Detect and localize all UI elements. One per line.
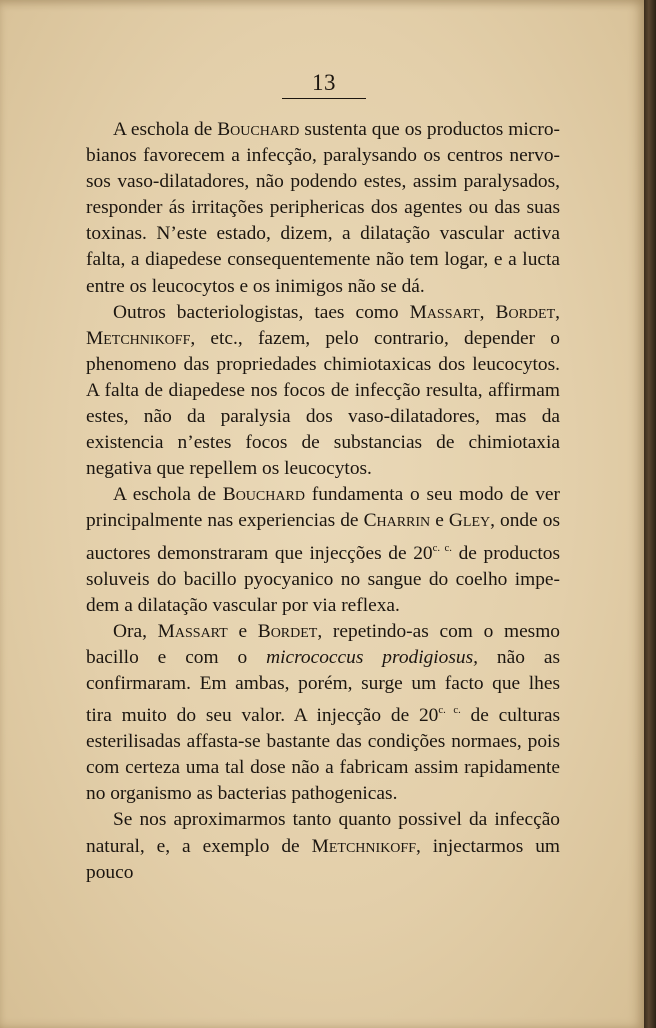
- author-name: Charrin: [363, 510, 431, 532]
- unit-superscript: c. c.: [432, 541, 452, 554]
- text-run: , etc., fazem, pelo contrario, depender o phenomeno das propriedades chimiotaxicas dos leucocytos. A falta de diapedese nos focos de infecção resulta, affirmam estes, não da paralysia dos vaso-dilatadores, mas da existencia n’estes focos de substancias de chimiotaxia negativa que repellem os leucocytos.: [86, 327, 560, 480]
- text-run: fundamenta o seu modo de ver principalmente nas experiencias de: [86, 484, 561, 532]
- text-run: de productos soluveis do bacillo pyocyanico no sangue do coelho impedem a dilatação vascular por via reflexa.: [86, 542, 560, 616]
- text-run: ,: [479, 301, 496, 323]
- paragraph: [86, 300, 560, 483]
- paragraph: [86, 807, 560, 885]
- page-edge: [644, 0, 656, 1028]
- species-name: micrococcus prodigiosus,: [266, 646, 479, 668]
- text-run: A eschola de: [113, 484, 223, 506]
- author-name: Metchnikoff: [311, 835, 416, 857]
- page-number: 13: [312, 70, 336, 95]
- author-name: Bordet: [495, 301, 556, 323]
- author-name: Bouchard: [217, 119, 300, 140]
- paragraph: [86, 482, 560, 618]
- text-run: de culturas esterilisadas affasta-se bastante das condições normaes, pois com certeza uma tal dose não a fabricam assim rapidamente no organismo as bacterias pathogenicas.: [86, 705, 560, 805]
- text-run: , repetindo-as com o mesmo bacillo e com o: [86, 620, 560, 668]
- unit-superscript: c. c.: [438, 704, 461, 717]
- text-run: e: [227, 620, 258, 642]
- text-run: Se nos aproximarmos tanto quanto possivel da infecção natural, e, a exemplo de: [86, 809, 560, 857]
- text-run: e: [430, 510, 449, 532]
- text-run: Outros bacteriologistas, taes como: [113, 301, 410, 323]
- text-run: A eschola de: [113, 119, 218, 140]
- text-run: ,: [555, 301, 560, 323]
- author-name: Massart: [409, 301, 480, 323]
- text-run: não as confirmaram. Em ambas, porém, surge um facto que lhes tira muito do seu valor. A injecção de 20: [86, 646, 560, 727]
- author-name: Metchnikoff: [86, 327, 191, 349]
- body-text: [86, 117, 560, 886]
- author-name: Massart: [157, 620, 228, 642]
- author-name: Bouchard: [222, 484, 305, 506]
- author-name: Bordet: [257, 620, 318, 642]
- text-run: , onde os auctores demonstraram que injecções de 20: [86, 510, 560, 564]
- author-name: Gley: [448, 510, 491, 532]
- text-run: sustenta que os productos microbianos favorecem a infecção, paralysando os centros nervosos vaso-dilatadores, não podendo estes, assim paralysados, responder ás irritações periphericas dos agentes ou das suas toxinas. N’este estado, dizem, a dilatação vascular activa falta, a diapedese consequentemente não tem logar, e a lucta entre os leucocytos e os inimigos não se dá.: [86, 119, 560, 297]
- text-run: , injectarmos um pouco: [86, 835, 560, 883]
- paragraph: [86, 117, 560, 300]
- page-number-rule: [282, 98, 366, 99]
- paragraph: [86, 619, 560, 808]
- text-run: Ora,: [113, 620, 158, 642]
